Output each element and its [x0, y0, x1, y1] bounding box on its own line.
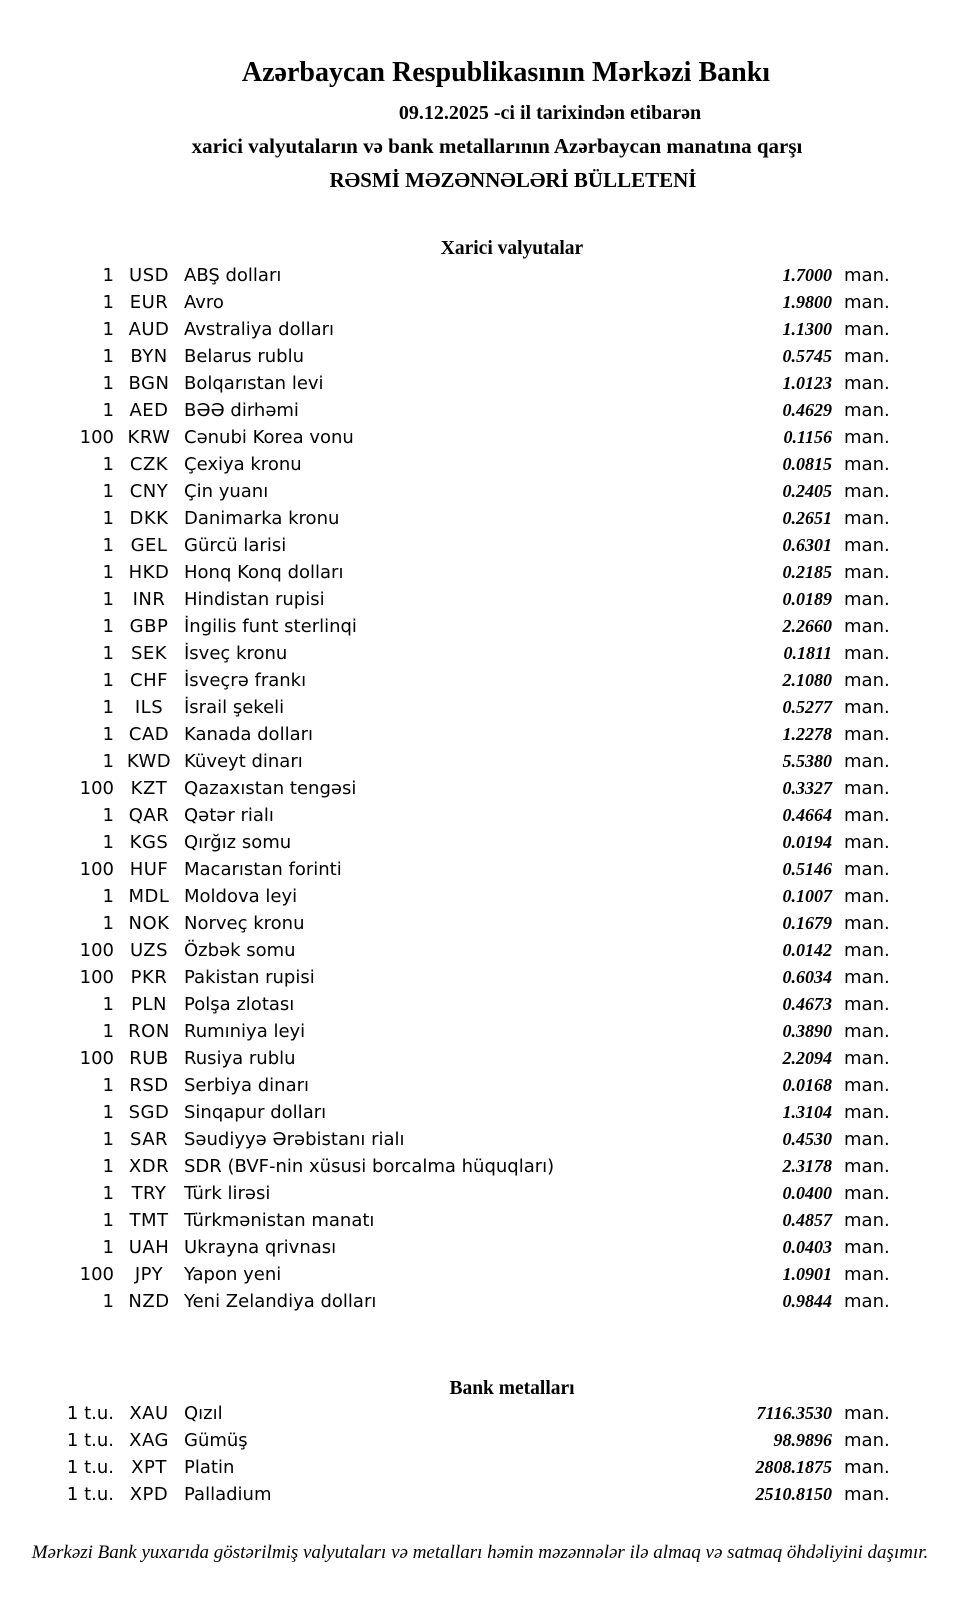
- unit-quantity: 1: [102, 319, 114, 340]
- currency-code: CHF: [130, 670, 168, 691]
- currency-name: Sinqapur dolları: [184, 1102, 327, 1123]
- rate-value: 0.4530: [782, 1129, 832, 1149]
- unit-quantity: 100: [79, 778, 114, 799]
- manat-unit-label: man.: [844, 1484, 890, 1505]
- rate-value: 0.0815: [782, 454, 832, 474]
- currency-code: NOK: [128, 913, 170, 934]
- manat-unit-label: man.: [844, 535, 890, 556]
- manat-unit-label: man.: [844, 292, 890, 313]
- rate-value: 0.5146: [782, 859, 832, 879]
- rate-value: 0.1156: [783, 427, 832, 447]
- currency-name: Norveç kronu: [184, 913, 305, 934]
- currency-code: USD: [129, 265, 169, 286]
- currency-code: RSD: [129, 1075, 169, 1096]
- rate-value: 1.7000: [782, 265, 832, 285]
- unit-quantity: 1 t.u.: [66, 1457, 114, 1478]
- manat-unit-label: man.: [844, 1237, 890, 1258]
- unit-quantity: 1: [102, 1291, 114, 1312]
- rate-value: 2.2094: [782, 1048, 832, 1068]
- currency-code: QAR: [128, 805, 170, 826]
- currency-name: Honq Konq dolları: [184, 562, 344, 583]
- rate-row: [0, 667, 960, 694]
- rate-value: 0.2405: [782, 481, 832, 501]
- manat-unit-label: man.: [844, 1457, 890, 1478]
- rate-value: 1.9800: [782, 292, 832, 312]
- currency-code: XAG: [129, 1430, 169, 1451]
- currency-name: Pakistan rupisi: [184, 967, 315, 988]
- rate-row: [0, 289, 960, 316]
- currency-code: TMT: [129, 1210, 169, 1231]
- currency-code: XPT: [131, 1457, 167, 1478]
- unit-quantity: 1: [102, 481, 114, 502]
- unit-quantity: 100: [79, 967, 114, 988]
- currency-code: CZK: [129, 454, 169, 475]
- rate-row: [0, 1261, 960, 1288]
- rate-row: [0, 424, 960, 451]
- rate-row: [0, 586, 960, 613]
- manat-unit-label: man.: [844, 319, 890, 340]
- foreign-currencies-section: [0, 237, 960, 1315]
- currency-code: NZD: [128, 1291, 170, 1312]
- rate-value: 0.0142: [782, 940, 832, 960]
- currency-code: HKD: [128, 562, 170, 583]
- unit-quantity: 1: [102, 508, 114, 529]
- rate-row: [0, 1207, 960, 1234]
- currency-name: Çexiya kronu: [184, 454, 302, 475]
- rate-value: 0.4673: [782, 994, 832, 1014]
- rate-value: 2.2660: [782, 616, 832, 636]
- currency-name: Belarus rublu: [184, 346, 305, 367]
- unit-quantity: 1: [102, 1102, 114, 1123]
- manat-unit-label: man.: [844, 1021, 890, 1042]
- manat-unit-label: man.: [844, 481, 890, 502]
- rate-row: [0, 883, 960, 910]
- rate-value: 0.4664: [782, 805, 832, 825]
- currency-code: CAD: [128, 724, 170, 745]
- unit-quantity: 1: [102, 1210, 114, 1231]
- rate-row: [0, 397, 960, 424]
- currency-code: XPD: [129, 1484, 169, 1505]
- unit-quantity: 1: [102, 400, 114, 421]
- rate-value: 0.5277: [782, 697, 832, 717]
- rate-row: [0, 1454, 960, 1481]
- rate-row: [0, 1126, 960, 1153]
- rate-row: [0, 1045, 960, 1072]
- manat-unit-label: man.: [844, 778, 890, 799]
- currency-code: RUB: [129, 1048, 169, 1069]
- currency-name: Moldova leyi: [184, 886, 298, 907]
- bank-metals-section: [0, 1377, 960, 1508]
- currency-name: ABŞ dolları: [184, 265, 282, 286]
- unit-quantity: 1: [102, 454, 114, 475]
- currency-code: DKK: [129, 508, 169, 529]
- effective-date-line: 09.12.2025 -ci il tarixindən etibarən: [398, 102, 702, 124]
- manat-unit-label: man.: [844, 994, 890, 1015]
- manat-unit-label: man.: [844, 346, 890, 367]
- bank-name-title: Azərbaycan Respublikasının Mərkəzi Bankı: [241, 57, 771, 88]
- manat-unit-label: man.: [844, 454, 890, 475]
- currency-name: Avstraliya dolları: [184, 319, 335, 340]
- unit-quantity: 1: [102, 913, 114, 934]
- rate-value: 1.2278: [782, 724, 832, 744]
- currency-code: XAU: [129, 1403, 169, 1424]
- currency-code: PKR: [130, 967, 168, 988]
- manat-unit-label: man.: [844, 1075, 890, 1096]
- rate-value: 0.1679: [782, 913, 832, 933]
- unit-quantity: 1: [102, 994, 114, 1015]
- manat-unit-label: man.: [844, 1264, 890, 1285]
- manat-unit-label: man.: [844, 886, 890, 907]
- unit-quantity: 1: [102, 1075, 114, 1096]
- rate-row: [0, 343, 960, 370]
- manat-unit-label: man.: [844, 1430, 890, 1451]
- currency-code: KRW: [127, 427, 171, 448]
- rate-value: 0.4857: [782, 1210, 832, 1230]
- currency-name: Ukrayna qrivnası: [184, 1237, 337, 1258]
- currency-code: AUD: [128, 319, 170, 340]
- currency-code: HUF: [129, 859, 169, 880]
- currency-name: Kanada dolları: [184, 724, 314, 745]
- manat-unit-label: man.: [844, 562, 890, 583]
- unit-quantity: 1: [102, 292, 114, 313]
- rate-row: [0, 370, 960, 397]
- manat-unit-label: man.: [844, 1102, 890, 1123]
- unit-quantity: 1: [102, 805, 114, 826]
- rate-row: [0, 829, 960, 856]
- currency-code: TRY: [131, 1183, 167, 1204]
- rate-row: [0, 991, 960, 1018]
- currency-code: EUR: [129, 292, 169, 313]
- currency-name: Qətər rialı: [184, 805, 274, 826]
- manat-unit-label: man.: [844, 1048, 890, 1069]
- currency-name: BƏƏ dirhəmi: [184, 400, 299, 421]
- currency-code: SEK: [130, 643, 168, 664]
- foreign-currencies-rate-list: [0, 262, 960, 1315]
- currency-name: İsveçrə frankı: [184, 670, 307, 691]
- manat-unit-label: man.: [844, 265, 890, 286]
- unit-quantity: 100: [79, 1264, 114, 1285]
- rate-value: 0.4629: [782, 400, 832, 420]
- currency-code: UZS: [129, 940, 169, 961]
- rate-row: [0, 937, 960, 964]
- unit-quantity: 1: [102, 535, 114, 556]
- currency-name: Qazaxıstan tengəsi: [184, 778, 357, 799]
- currency-name: Bolqarıstan levi: [184, 373, 324, 394]
- currency-name: Polşa zlotası: [184, 994, 295, 1015]
- manat-unit-label: man.: [844, 1156, 890, 1177]
- currency-name: İsrail şekeli: [184, 697, 285, 718]
- rate-row: [0, 1099, 960, 1126]
- unit-quantity: 1: [102, 616, 114, 637]
- rate-value: 1.1300: [782, 319, 832, 339]
- currency-code: BGN: [128, 373, 170, 394]
- manat-unit-label: man.: [844, 913, 890, 934]
- rate-value: 0.3327: [782, 778, 832, 798]
- manat-unit-label: man.: [844, 805, 890, 826]
- rate-row: [0, 505, 960, 532]
- currency-code: KZT: [130, 778, 168, 799]
- currency-name: Rumıniya leyi: [184, 1021, 306, 1042]
- rate-value: 2.1080: [782, 670, 832, 690]
- rate-value: 0.0194: [782, 832, 832, 852]
- currency-name: Yapon yeni: [184, 1264, 282, 1285]
- unit-quantity: 100: [79, 940, 114, 961]
- currency-code: ILS: [134, 697, 164, 718]
- unit-quantity: 1: [102, 1021, 114, 1042]
- unit-quantity: 1: [102, 373, 114, 394]
- bank-metals-section-title: Bank metalları: [449, 1378, 575, 1399]
- manat-unit-label: man.: [844, 832, 890, 853]
- unit-quantity: 1 t.u.: [66, 1484, 114, 1505]
- manat-unit-label: man.: [844, 859, 890, 880]
- unit-quantity: 1: [102, 562, 114, 583]
- rate-value: 0.5745: [782, 346, 832, 366]
- rate-row: [0, 451, 960, 478]
- currency-code: AED: [129, 400, 169, 421]
- currency-name: İsveç kronu: [184, 643, 288, 664]
- rate-value: 98.9896: [773, 1430, 832, 1450]
- rate-row: [0, 964, 960, 991]
- rate-value: 0.2651: [782, 508, 832, 528]
- rate-value: 0.9844: [782, 1291, 832, 1311]
- currency-code: INR: [132, 589, 166, 610]
- bulletin-header: [0, 0, 960, 193]
- rate-row: [0, 316, 960, 343]
- rate-row: [0, 1072, 960, 1099]
- unit-quantity: 1: [102, 643, 114, 664]
- unit-quantity: 1: [102, 1156, 114, 1177]
- currency-name: Hindistan rupisi: [184, 589, 325, 610]
- currency-name: Qızıl: [184, 1403, 223, 1424]
- rate-value: 7116.3530: [756, 1403, 832, 1423]
- currency-code: RON: [128, 1021, 170, 1042]
- unit-quantity: 1: [102, 670, 114, 691]
- manat-unit-label: man.: [844, 1291, 890, 1312]
- unit-quantity: 1: [102, 265, 114, 286]
- rate-row: [0, 748, 960, 775]
- disclaimer-text: Mərkəzi Bank yuxarıda göstərilmiş valyutaları və metalları həmin məzənnələr ilə almaq və satmaq öhdəliyini daşımır.: [31, 1542, 929, 1563]
- manat-unit-label: man.: [844, 670, 890, 691]
- rate-row: [0, 802, 960, 829]
- unit-quantity: 1: [102, 1129, 114, 1150]
- currency-name: Gümüş: [184, 1430, 248, 1451]
- manat-unit-label: man.: [844, 508, 890, 529]
- manat-unit-label: man.: [844, 427, 890, 448]
- rate-row: [0, 1180, 960, 1207]
- bulletin-footer: [0, 1542, 960, 1564]
- manat-unit-label: man.: [844, 724, 890, 745]
- manat-unit-label: man.: [844, 1403, 890, 1424]
- currency-name: Serbiya dinarı: [184, 1075, 309, 1096]
- currency-name: Səudiyyə Ərəbistanı rialı: [184, 1129, 405, 1150]
- currency-name: İngilis funt sterlinqi: [184, 616, 357, 637]
- currency-name: Qırğız somu: [184, 832, 292, 853]
- rate-value: 1.3104: [782, 1102, 832, 1122]
- currency-name: Danimarka kronu: [184, 508, 340, 529]
- rate-value: 0.2185: [782, 562, 832, 582]
- rate-row: [0, 775, 960, 802]
- unit-quantity: 1: [102, 589, 114, 610]
- rate-row: [0, 532, 960, 559]
- rate-row: [0, 910, 960, 937]
- rate-value: 0.0403: [782, 1237, 832, 1257]
- currency-code: KWD: [126, 751, 172, 772]
- rate-value: 0.0400: [782, 1183, 832, 1203]
- currency-name: Çin yuanı: [184, 481, 269, 502]
- currency-code: PLN: [131, 994, 167, 1015]
- rate-value: 2.3178: [782, 1156, 832, 1176]
- currency-name: Gürcü larisi: [184, 535, 287, 556]
- rate-row: [0, 262, 960, 289]
- manat-unit-label: man.: [844, 616, 890, 637]
- rate-value: 2510.8150: [755, 1484, 832, 1504]
- currency-name: SDR (BVF-nin xüsusi borcalma hüquqları): [184, 1156, 555, 1177]
- rate-row: [0, 1427, 960, 1454]
- unit-quantity: 1: [102, 1183, 114, 1204]
- rate-value: 0.0168: [782, 1075, 832, 1095]
- subtitle-line: xarici valyutaların və bank metallarının Azərbaycan manatına qarşı: [191, 134, 803, 158]
- rate-row: [0, 559, 960, 586]
- currency-name: Platin: [184, 1457, 235, 1478]
- rate-value: 0.0189: [782, 589, 832, 609]
- unit-quantity: 1: [102, 751, 114, 772]
- currency-code: XDR: [128, 1156, 170, 1177]
- rate-row: [0, 1153, 960, 1180]
- currency-name: Özbək somu: [184, 940, 296, 961]
- rate-row: [0, 613, 960, 640]
- rate-row: [0, 694, 960, 721]
- manat-unit-label: man.: [844, 400, 890, 421]
- rate-value: 0.6301: [782, 535, 832, 555]
- rate-value: 0.1007: [782, 886, 832, 906]
- currency-name: Cənubi Korea vonu: [184, 427, 354, 448]
- rate-row: [0, 640, 960, 667]
- currency-name: Türkmənistan manatı: [184, 1210, 375, 1231]
- bulletin-title: RƏSMİ MƏZƏNNƏLƏRİ BÜLLETENİ: [329, 168, 697, 192]
- currency-code: MDL: [128, 886, 170, 907]
- unit-quantity: 1 t.u.: [66, 1403, 114, 1424]
- currency-code: GEL: [130, 535, 168, 556]
- manat-unit-label: man.: [844, 1129, 890, 1150]
- currency-code: SGD: [128, 1102, 170, 1123]
- rate-row: [0, 1481, 960, 1508]
- currency-code: CNY: [129, 481, 169, 502]
- unit-quantity: 100: [79, 1048, 114, 1069]
- foreign-currencies-section-title: Xarici valyutalar: [440, 238, 584, 259]
- unit-quantity: 1 t.u.: [66, 1430, 114, 1451]
- unit-quantity: 1: [102, 1237, 114, 1258]
- rate-row: [0, 721, 960, 748]
- unit-quantity: 1: [102, 346, 114, 367]
- currency-name: Yeni Zelandiya dolları: [184, 1291, 377, 1312]
- unit-quantity: 1: [102, 886, 114, 907]
- manat-unit-label: man.: [844, 1210, 890, 1231]
- currency-code: GBP: [129, 616, 169, 637]
- manat-unit-label: man.: [844, 940, 890, 961]
- currency-name: Rusiya rublu: [184, 1048, 296, 1069]
- unit-quantity: 1: [102, 724, 114, 745]
- manat-unit-label: man.: [844, 373, 890, 394]
- manat-unit-label: man.: [844, 1183, 890, 1204]
- unit-quantity: 100: [79, 427, 114, 448]
- rate-value: 5.5380: [782, 751, 832, 771]
- rate-row: [0, 1018, 960, 1045]
- currency-code: UAH: [128, 1237, 170, 1258]
- rate-value: 0.6034: [782, 967, 832, 987]
- manat-unit-label: man.: [844, 967, 890, 988]
- rate-row: [0, 1400, 960, 1427]
- unit-quantity: 1: [102, 832, 114, 853]
- unit-quantity: 1: [102, 697, 114, 718]
- currency-code: BYN: [130, 346, 168, 367]
- currency-name: Türk lirəsi: [184, 1183, 271, 1204]
- rate-row: [0, 478, 960, 505]
- currency-name: Macarıstan forinti: [184, 859, 342, 880]
- rate-value: 1.0123: [782, 373, 832, 393]
- currency-code: SAR: [129, 1129, 169, 1150]
- currency-code: KGS: [129, 832, 169, 853]
- manat-unit-label: man.: [844, 697, 890, 718]
- manat-unit-label: man.: [844, 589, 890, 610]
- rate-value: 0.1811: [783, 643, 832, 663]
- rate-value: 0.3890: [782, 1021, 832, 1041]
- rate-value: 1.0901: [782, 1264, 832, 1284]
- rate-row: [0, 1288, 960, 1315]
- rate-row: [0, 856, 960, 883]
- currency-name: Avro: [184, 292, 224, 313]
- manat-unit-label: man.: [844, 643, 890, 664]
- rate-row: [0, 1234, 960, 1261]
- currency-name: Küveyt dinarı: [184, 751, 303, 772]
- manat-unit-label: man.: [844, 751, 890, 772]
- currency-name: Palladium: [184, 1484, 272, 1505]
- currency-code: JPY: [134, 1264, 164, 1285]
- rate-value: 2808.1875: [755, 1457, 832, 1477]
- bank-metals-rate-list: [0, 1400, 960, 1508]
- unit-quantity: 100: [79, 859, 114, 880]
